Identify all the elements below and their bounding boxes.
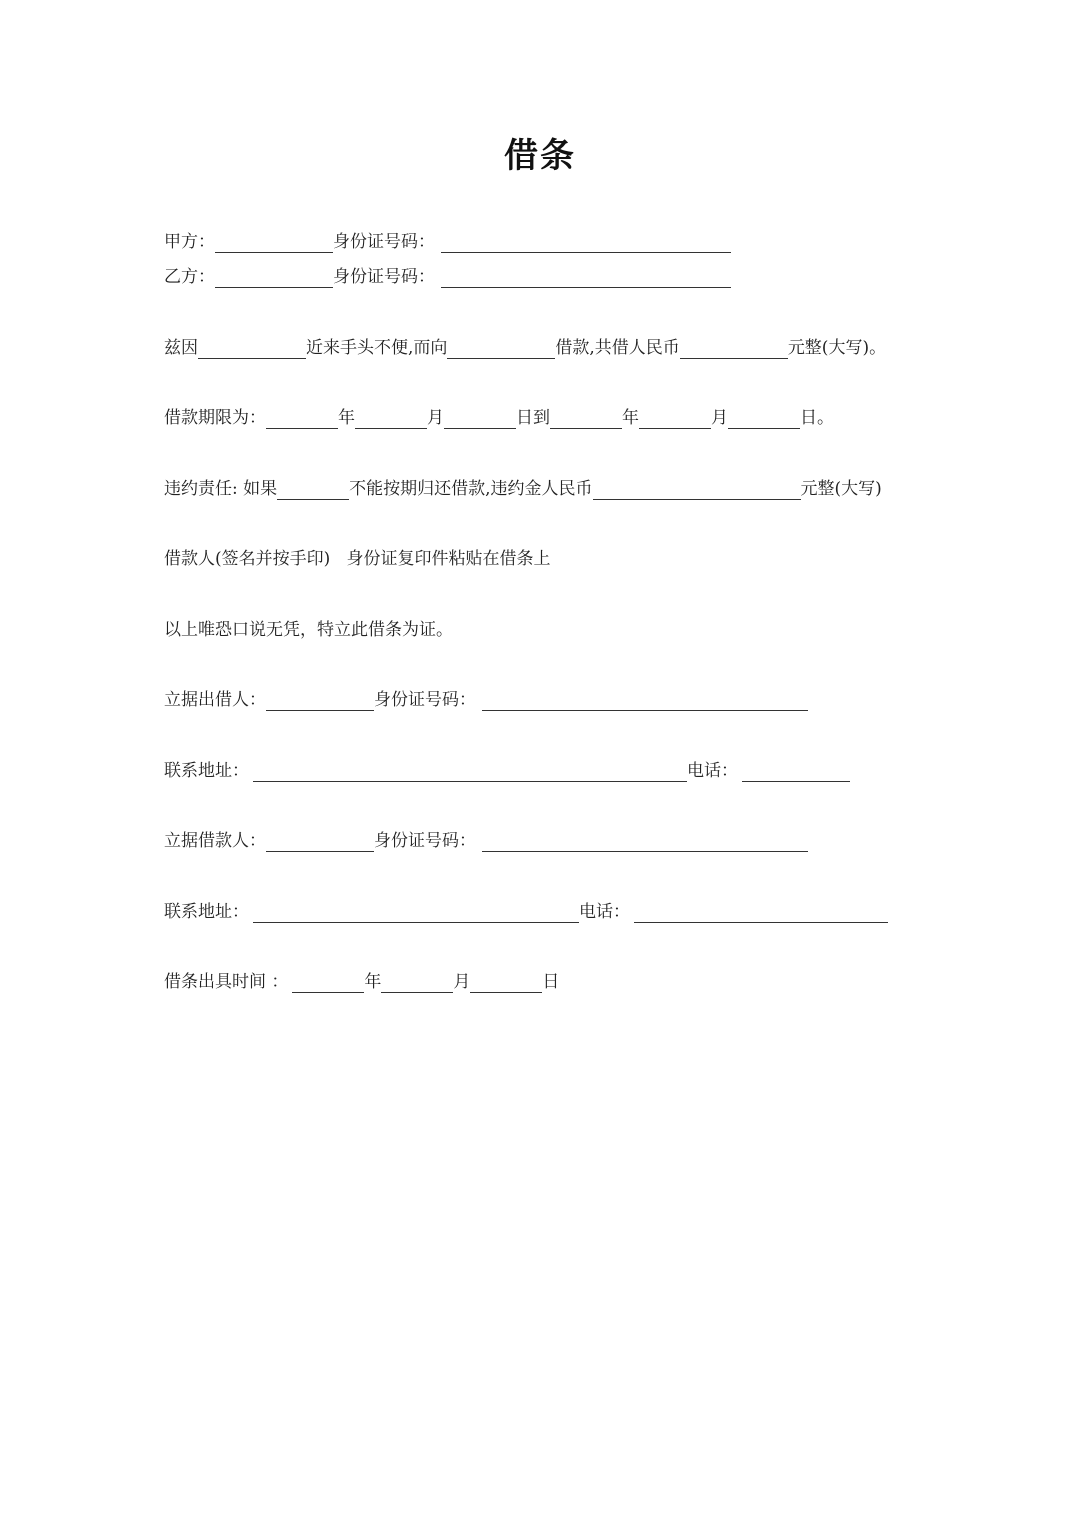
document-title: 借条 — [504, 136, 576, 176]
party-b-id-label: 身份证号码： — [333, 267, 435, 287]
term-line — [164, 403, 834, 433]
reason-lender-blank[interactable] — [447, 336, 555, 359]
issue-day-blank[interactable] — [470, 970, 542, 993]
lender-id-label: 身份证号码： — [374, 690, 476, 710]
borrower-address-label: 联系地址： — [164, 902, 249, 922]
issue-year-blank[interactable] — [292, 970, 364, 993]
reason-text-3: 借款,共借人民币 — [555, 338, 680, 358]
party-b-name-blank[interactable] — [215, 265, 333, 288]
borrower-line — [164, 826, 808, 856]
term-month-1: 月 — [427, 408, 444, 428]
lender-phone-label: 电话： — [687, 761, 738, 781]
statement-text: 以上唯恐口说无凭，特立此借条为证。 — [164, 620, 453, 640]
lender-address-blank[interactable] — [253, 759, 687, 782]
breach-amount-blank[interactable] — [593, 477, 801, 500]
lender-name-blank[interactable] — [266, 688, 374, 711]
breach-line — [164, 474, 882, 504]
reason-text-1: 兹因 — [164, 338, 198, 358]
borrower-phone-label: 电话： — [579, 902, 630, 922]
party-b-label: 乙方： — [164, 267, 215, 287]
party-a-id-label: 身份证号码： — [333, 232, 435, 252]
borrower-label: 立据借款人： — [164, 831, 266, 851]
breach-text-3: 元整(大写) — [800, 479, 882, 499]
party-b-id-blank[interactable] — [441, 265, 731, 288]
borrower-note-line — [164, 544, 550, 574]
lender-contact-line — [164, 756, 850, 786]
issue-date-label: 借条出具时间 ： — [164, 972, 289, 992]
breach-party-blank[interactable] — [277, 477, 349, 500]
lender-line — [164, 685, 808, 715]
term-start-year-blank[interactable] — [266, 406, 338, 429]
issue-day-label: 日 — [542, 972, 560, 992]
term-start-month-blank[interactable] — [355, 406, 427, 429]
term-year-2: 年 — [622, 408, 639, 428]
lender-address-label: 联系地址： — [164, 761, 249, 781]
term-end-year-blank[interactable] — [550, 406, 622, 429]
lender-label: 立据出借人： — [164, 690, 266, 710]
borrower-id-label: 身份证号码： — [374, 831, 476, 851]
borrower-address-blank[interactable] — [253, 900, 579, 923]
breach-text-1: 违约责任: 如果 — [164, 479, 278, 499]
party-a-label: 甲方： — [164, 232, 215, 252]
borrower-phone-blank[interactable] — [634, 900, 888, 923]
reason-text-4: 元整(大写)。 — [787, 338, 887, 358]
party-a-line — [164, 227, 731, 257]
reason-borrower-blank[interactable] — [198, 336, 306, 359]
party-a-id-blank[interactable] — [441, 230, 731, 253]
term-end-day-blank[interactable] — [728, 406, 800, 429]
borrower-contact-line — [164, 897, 888, 927]
term-label: 借款期限为： — [164, 408, 266, 428]
borrower-id-blank[interactable] — [482, 829, 808, 852]
lender-phone-blank[interactable] — [742, 759, 850, 782]
term-month-2: 月 — [711, 408, 728, 428]
party-a-name-blank[interactable] — [215, 230, 333, 253]
reason-text-2: 近来手头不便,而向 — [306, 338, 448, 358]
reason-amount-blank[interactable] — [680, 336, 788, 359]
statement-line — [164, 615, 453, 645]
term-day-end: 日。 — [800, 408, 834, 428]
lender-id-blank[interactable] — [482, 688, 808, 711]
borrower-name-blank[interactable] — [266, 829, 374, 852]
breach-text-2: 不能按期归还借款,违约金人民币 — [349, 479, 593, 499]
term-day-to: 日到 — [516, 408, 550, 428]
issue-month-label: 月 — [453, 972, 471, 992]
term-year-1: 年 — [338, 408, 355, 428]
issue-year-label: 年 — [364, 972, 382, 992]
term-end-month-blank[interactable] — [639, 406, 711, 429]
borrower-note: 借款人(签名并按手印) 身份证复印件粘贴在借条上 — [164, 549, 551, 569]
party-b-line — [164, 262, 731, 292]
issue-date-line — [164, 967, 559, 997]
issue-month-blank[interactable] — [381, 970, 453, 993]
reason-line — [164, 333, 886, 363]
term-start-day-blank[interactable] — [444, 406, 516, 429]
